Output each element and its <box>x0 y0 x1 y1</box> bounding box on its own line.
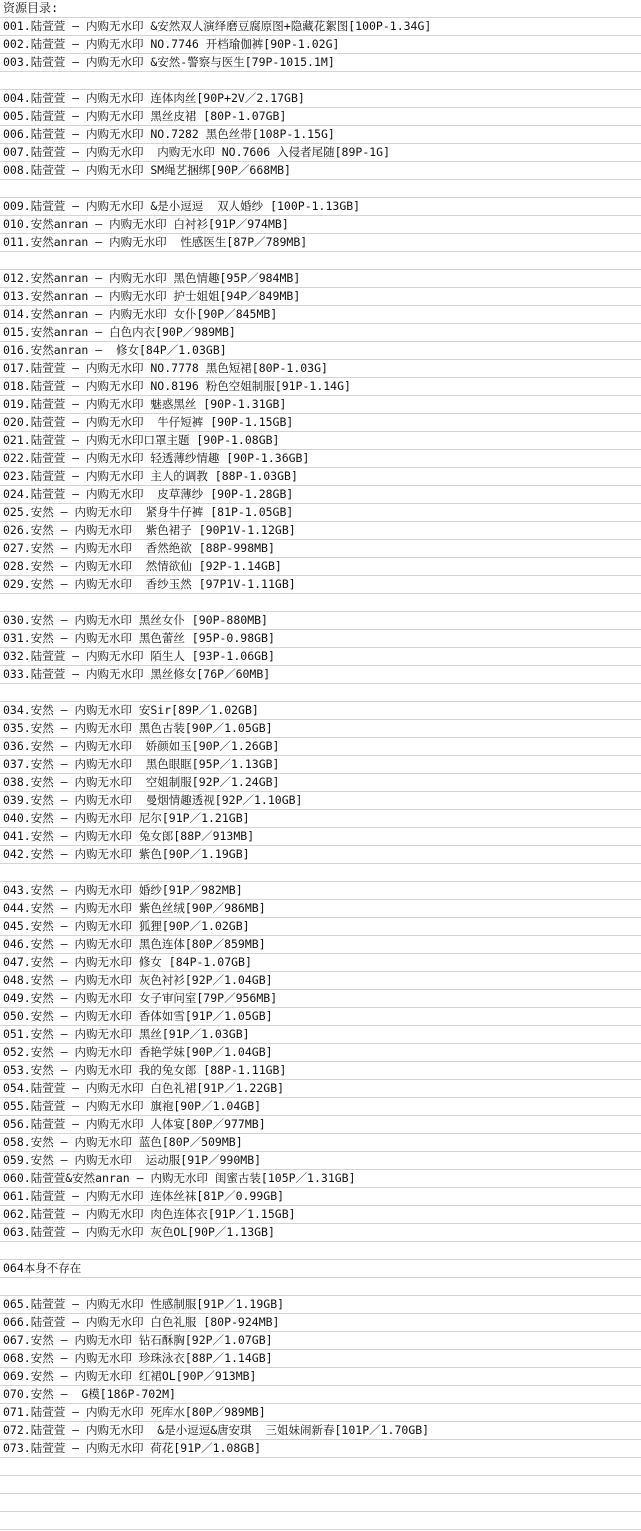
catalog-row[interactable]: 025.安然 – 内购无水印 紧身牛仔裤 [81P-1.05GB] <box>0 504 641 522</box>
empty-row[interactable] <box>0 864 641 882</box>
empty-row[interactable] <box>0 1512 641 1530</box>
catalog-row[interactable]: 066.陆萱萱 – 内购无水印 白色礼服 [80P-924MB] <box>0 1314 641 1332</box>
catalog-row[interactable]: 027.安然 – 内购无水印 香然绝欲 [88P-998MB] <box>0 540 641 558</box>
catalog-row[interactable]: 068.安然 – 内购无水印 珍珠泳衣[88P／1.14GB] <box>0 1350 641 1368</box>
catalog-row[interactable]: 070.安然 – G模[186P-702M] <box>0 1386 641 1404</box>
catalog-row[interactable]: 032.陆萱萱 – 内购无水印 陌生人 [93P-1.06GB] <box>0 648 641 666</box>
catalog-row[interactable]: 056.陆萱萱 – 内购无水印 人体宴[80P／977MB] <box>0 1116 641 1134</box>
catalog-row[interactable]: 036.安然 – 内购无水印 娇颜如玉[90P／1.26GB] <box>0 738 641 756</box>
empty-row[interactable] <box>0 1458 641 1476</box>
catalog-row[interactable]: 006.陆萱萱 – 内购无水印 NO.7282 黑色丝带[108P-1.15G] <box>0 126 641 144</box>
catalog-row[interactable]: 047.安然 – 内购无水印 修女 [84P-1.07GB] <box>0 954 641 972</box>
catalog-row[interactable]: 004.陆萱萱 – 内购无水印 连体肉丝[90P+2V／2.17GB] <box>0 90 641 108</box>
catalog-row[interactable]: 031.安然 – 内购无水印 黑色蕾丝 [95P-0.98GB] <box>0 630 641 648</box>
catalog-row[interactable]: 019.陆萱萱 – 内购无水印 魅惑黑丝 [90P-1.31GB] <box>0 396 641 414</box>
catalog-row[interactable]: 055.陆萱萱 – 内购无水印 旗袍[90P／1.04GB] <box>0 1098 641 1116</box>
catalog-row[interactable]: 072.陆萱萱 – 内购无水印 &是小逗逗&唐安琪 三姐妹闹新春[101P／1.70GB] <box>0 1422 641 1440</box>
catalog-row[interactable]: 042.安然 – 内购无水印 紫色[90P／1.19GB] <box>0 846 641 864</box>
catalog-row[interactable]: 017.陆萱萱 – 内购无水印 NO.7778 黑色短裙[80P-1.03G] <box>0 360 641 378</box>
catalog-row[interactable]: 028.安然 – 内购无水印 然情欲仙 [92P-1.14GB] <box>0 558 641 576</box>
catalog-row[interactable]: 013.安然anran – 内购无水印 护士姐姐[94P／849MB] <box>0 288 641 306</box>
catalog-row[interactable]: 049.安然 – 内购无水印 女子审问室[79P／956MB] <box>0 990 641 1008</box>
catalog-row[interactable]: 039.安然 – 内购无水印 曼烟情趣透视[92P／1.10GB] <box>0 792 641 810</box>
catalog-row[interactable]: 001.陆萱萱 – 内购无水印 &安然双人演绎磨豆腐原图+隐藏花絮图[100P-1.34G] <box>0 18 641 36</box>
empty-row[interactable] <box>0 180 641 198</box>
catalog-row[interactable]: 016.安然anran – 修女[84P／1.03GB] <box>0 342 641 360</box>
catalog-row[interactable]: 034.安然 – 内购无水印 安Sir[89P／1.02GB] <box>0 702 641 720</box>
catalog-row[interactable]: 038.安然 – 内购无水印 空姐制服[92P／1.24GB] <box>0 774 641 792</box>
directory-header[interactable]: 资源目录: <box>0 0 641 18</box>
catalog-row[interactable]: 020.陆萱萱 – 内购无水印 牛仔短裤 [90P-1.15GB] <box>0 414 641 432</box>
catalog-row[interactable]: 026.安然 – 内购无水印 紫色裙子 [90P1V-1.12GB] <box>0 522 641 540</box>
catalog-row[interactable]: 010.安然anran – 内购无水印 白衬衫[91P／974MB] <box>0 216 641 234</box>
catalog-row[interactable]: 018.陆萱萱 – 内购无水印 NO.8196 粉色空姐制服[91P-1.14G] <box>0 378 641 396</box>
catalog-row[interactable]: 009.陆萱萱 – 内购无水印 &是小逗逗 双人婚纱 [100P-1.13GB] <box>0 198 641 216</box>
catalog-row[interactable]: 014.安然anran – 内购无水印 女仆[90P／845MB] <box>0 306 641 324</box>
catalog-row[interactable]: 073.陆萱萱 – 内购无水印 荷花[91P／1.08GB] <box>0 1440 641 1458</box>
catalog-row[interactable]: 069.安然 – 内购无水印 红裙OL[90P／913MB] <box>0 1368 641 1386</box>
catalog-row[interactable]: 051.安然 – 内购无水印 黑丝[91P／1.03GB] <box>0 1026 641 1044</box>
catalog-row[interactable]: 011.安然anran – 内购无水印 性感医生[87P／789MB] <box>0 234 641 252</box>
catalog-row[interactable]: 021.陆萱萱 – 内购无水印口罩主题 [90P-1.08GB] <box>0 432 641 450</box>
catalog-row[interactable]: 048.安然 – 内购无水印 灰色衬衫[92P／1.04GB] <box>0 972 641 990</box>
catalog-row[interactable]: 045.安然 – 内购无水印 狐狸[90P／1.02GB] <box>0 918 641 936</box>
catalog-row[interactable]: 007.陆萱萱 – 内购无水印 内购无水印 NO.7606 入侵者尾随[89P-1G] <box>0 144 641 162</box>
catalog-row[interactable]: 053.安然 – 内购无水印 我的兔女郎 [88P-1.11GB] <box>0 1062 641 1080</box>
catalog-row[interactable]: 041.安然 – 内购无水印 兔女郎[88P／913MB] <box>0 828 641 846</box>
catalog-row[interactable]: 046.安然 – 内购无水印 黑色连体[80P／859MB] <box>0 936 641 954</box>
catalog-row[interactable]: 015.安然anran – 白色内衣[90P／989MB] <box>0 324 641 342</box>
catalog-row[interactable]: 060.陆萱萱&安然anran – 内购无水印 闺蜜古装[105P／1.31GB] <box>0 1170 641 1188</box>
empty-row[interactable] <box>0 684 641 702</box>
catalog-row[interactable]: 005.陆萱萱 – 内购无水印 黑丝皮裙 [80P-1.07GB] <box>0 108 641 126</box>
catalog-row[interactable]: 003.陆萱萱 – 内购无水印 &安然-警察与医生[79P-1015.1M] <box>0 54 641 72</box>
catalog-row[interactable]: 022.陆萱萱 – 内购无水印 轻透薄纱情趣 [90P-1.36GB] <box>0 450 641 468</box>
empty-row[interactable] <box>0 1242 641 1260</box>
catalog-row[interactable]: 012.安然anran – 内购无水印 黑色情趣[95P／984MB] <box>0 270 641 288</box>
catalog-row[interactable]: 044.安然 – 内购无水印 紫色丝绒[90P／986MB] <box>0 900 641 918</box>
catalog-row[interactable]: 064本身不存在 <box>0 1260 641 1278</box>
catalog-row[interactable]: 050.安然 – 内购无水印 香体如雪[91P／1.05GB] <box>0 1008 641 1026</box>
catalog-row[interactable]: 008.陆萱萱 – 内购无水印 SM绳艺捆绑[90P／668MB] <box>0 162 641 180</box>
catalog-row[interactable]: 002.陆萱萱 – 内购无水印 NO.7746 开档瑜伽裤[90P-1.02G] <box>0 36 641 54</box>
catalog-row[interactable]: 058.安然 – 内购无水印 蓝色[80P／509MB] <box>0 1134 641 1152</box>
empty-row[interactable] <box>0 72 641 90</box>
catalog-row[interactable]: 052.安然 – 内购无水印 香艳学妹[90P／1.04GB] <box>0 1044 641 1062</box>
catalog-row[interactable]: 040.安然 – 内购无水印 尼尔[91P／1.21GB] <box>0 810 641 828</box>
catalog-row[interactable]: 033.陆萱萱 – 内购无水印 黑丝修女[76P／60MB] <box>0 666 641 684</box>
empty-row[interactable] <box>0 252 641 270</box>
catalog-row[interactable]: 063.陆萱萱 – 内购无水印 灰色OL[90P／1.13GB] <box>0 1224 641 1242</box>
catalog-row[interactable]: 024.陆萱萱 – 内购无水印 皮草薄纱 [90P-1.28GB] <box>0 486 641 504</box>
catalog-row[interactable]: 037.安然 – 内购无水印 黑色眼眶[95P／1.13GB] <box>0 756 641 774</box>
catalog-row[interactable]: 023.陆萱萱 – 内购无水印 主人的调教 [88P-1.03GB] <box>0 468 641 486</box>
catalog-row[interactable]: 029.安然 – 内购无水印 香纱玉然 [97P1V-1.11GB] <box>0 576 641 594</box>
empty-row[interactable] <box>0 1476 641 1494</box>
catalog-row[interactable]: 054.陆萱萱 – 内购无水印 白色礼裙[91P／1.22GB] <box>0 1080 641 1098</box>
catalog-row[interactable]: 062.陆萱萱 – 内购无水印 肉色连体衣[91P／1.15GB] <box>0 1206 641 1224</box>
empty-row[interactable] <box>0 594 641 612</box>
catalog-row[interactable]: 071.陆萱萱 – 内购无水印 死库水[80P／989MB] <box>0 1404 641 1422</box>
catalog-row[interactable]: 061.陆萱萱 – 内购无水印 连体丝袜[81P／0.99GB] <box>0 1188 641 1206</box>
empty-row[interactable] <box>0 1494 641 1512</box>
catalog-row[interactable]: 067.安然 – 内购无水印 钻石酥胸[92P／1.07GB] <box>0 1332 641 1350</box>
empty-row[interactable] <box>0 1278 641 1296</box>
catalog-row[interactable]: 030.安然 – 内购无水印 黑丝女仆 [90P-880MB] <box>0 612 641 630</box>
catalog-row[interactable]: 035.安然 – 内购无水印 黑色古装[90P／1.05GB] <box>0 720 641 738</box>
catalog-row[interactable]: 059.安然 – 内购无水印 运动服[91P／990MB] <box>0 1152 641 1170</box>
catalog-row[interactable]: 065.陆萱萱 – 内购无水印 性感制服[91P／1.19GB] <box>0 1296 641 1314</box>
catalog-row[interactable]: 043.安然 – 内购无水印 婚纱[91P／982MB] <box>0 882 641 900</box>
